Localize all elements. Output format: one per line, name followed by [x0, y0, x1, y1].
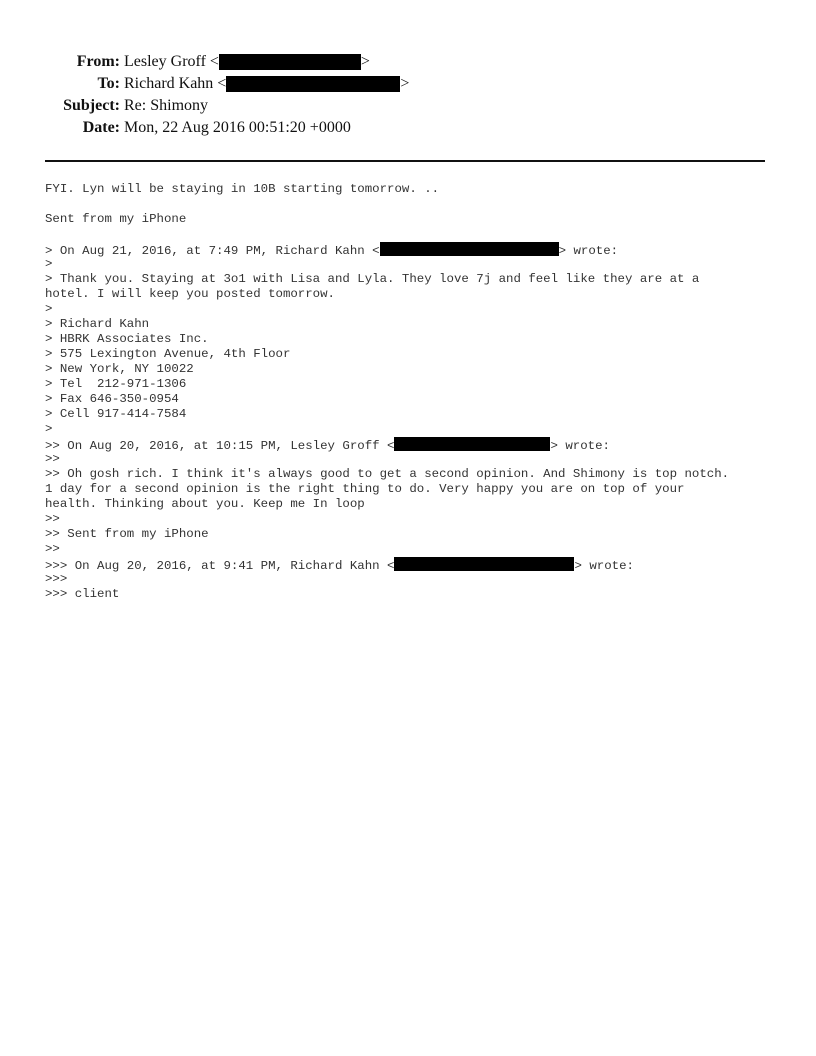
- signature-line: > Richard Kahn: [45, 317, 150, 331]
- from-row: [0, 51, 409, 73]
- body-line: >>: [45, 512, 60, 526]
- date-row: [0, 117, 409, 139]
- body-line: health. Thinking about you. Keep me In loop: [45, 497, 365, 511]
- signature-line: > New York, NY 10022: [45, 362, 194, 376]
- signature-line: > HBRK Associates Inc.: [45, 332, 209, 346]
- quoted-header-line: [45, 437, 770, 452]
- body-line: >> Oh gosh rich. I think it's always good to get a second opinion. And Shimony is top notch.: [45, 467, 730, 481]
- signature-line: > 575 Lexington Avenue, 4th Floor: [45, 347, 291, 361]
- quoted-header-line: [45, 557, 770, 572]
- signature-line: > Fax 646-350-0954: [45, 392, 179, 406]
- body-line: [45, 197, 770, 212]
- body-line: > Thank you. Staying at 3o1 with Lisa and Lyla. They love 7j and feel like they are at a: [45, 272, 700, 286]
- body-line: FYI. Lyn will be staying in 10B starting tomorrow. ..: [45, 182, 440, 196]
- body-line: >> Sent from my iPhone: [45, 527, 209, 541]
- header-divider: [45, 160, 765, 162]
- redaction-block: [394, 557, 574, 571]
- signature-line: > Cell 917-414-7584: [45, 407, 187, 421]
- redaction-block: [219, 54, 361, 70]
- body-line: [45, 227, 770, 242]
- quote-intro: >> On Aug 20, 2016, at 10:15 PM, Lesley Groff <: [45, 439, 395, 453]
- redaction-block: [394, 437, 550, 451]
- signature-line: > Tel 212-971-1306: [45, 377, 187, 391]
- email-body: [45, 182, 770, 602]
- body-line: >: [45, 257, 53, 271]
- redaction-block: [380, 242, 559, 256]
- to-name: Richard Kahn <: [124, 75, 227, 92]
- quote-wrote: > wrote:: [574, 559, 634, 573]
- body-line: >: [45, 422, 53, 436]
- from-name: Lesley Groff <: [124, 53, 219, 70]
- subject-label: Subject:: [63, 97, 120, 114]
- subject-row: [0, 95, 409, 117]
- from-bracket: >: [360, 53, 370, 70]
- quote-wrote: > wrote:: [558, 244, 619, 258]
- body-line: >>>: [45, 572, 68, 586]
- body-line: hotel. I will keep you posted tomorrow.: [45, 287, 335, 301]
- date-value: Mon, 22 Aug 2016 00:51:20 +0000: [124, 119, 351, 136]
- body-line: >>: [45, 542, 60, 556]
- date-label: Date:: [82, 119, 120, 136]
- quote-wrote: > wrote:: [550, 439, 610, 453]
- body-line: 1 day for a second opinion is the right thing to do. Very happy you are on top of your: [45, 482, 685, 496]
- to-label: To:: [97, 75, 120, 92]
- quoted-header-line: [45, 242, 770, 257]
- to-row: [0, 73, 409, 95]
- redaction-block: [226, 76, 400, 92]
- quote-intro: > On Aug 21, 2016, at 7:49 PM, Richard Kahn <: [45, 244, 380, 258]
- body-line: >>> client: [45, 587, 120, 601]
- quote-intro: >>> On Aug 20, 2016, at 9:41 PM, Richard Kahn <: [45, 559, 395, 573]
- body-line: >>: [45, 452, 60, 466]
- body-line: Sent from my iPhone: [45, 212, 187, 226]
- subject-value: Re: Shimony: [124, 97, 209, 114]
- to-bracket: >: [400, 75, 410, 92]
- body-line: >: [45, 302, 53, 316]
- email-header: [0, 51, 409, 139]
- from-label: From:: [76, 53, 120, 70]
